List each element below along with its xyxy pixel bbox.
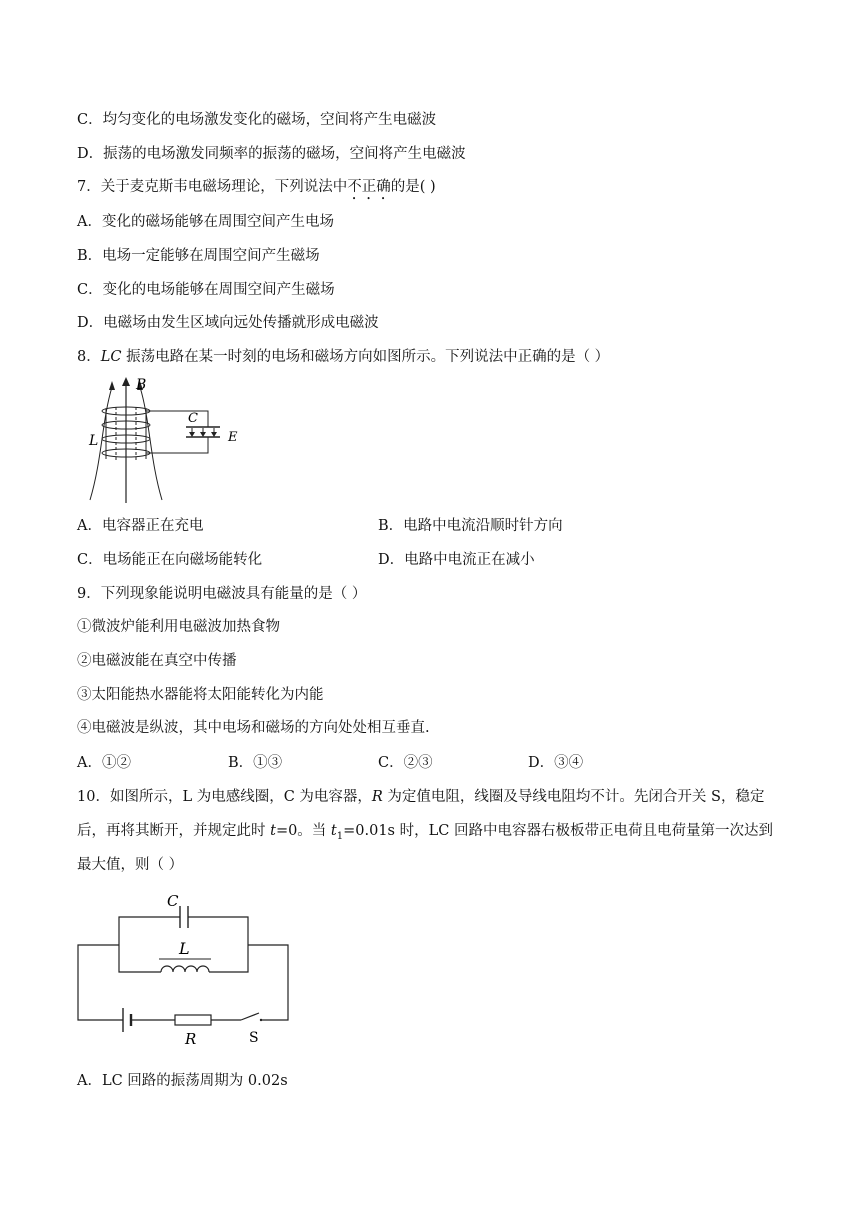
q9-option-b: B．①③	[228, 755, 283, 771]
q8-fig-label-l: L	[89, 433, 99, 449]
q8-option-a: A．电容器正在充电	[77, 518, 204, 534]
q10-circuit-figure	[75, 890, 295, 1050]
q8-lc: LC	[100, 349, 122, 365]
q10-stem-part-b: 为定值电阻，线圈及导线电阻均不计。先闭合开关 S，稳定	[382, 789, 765, 805]
q10-fig-label-c: C	[167, 892, 179, 910]
q8-stem-text: 振荡电路在某一时刻的电场和磁场方向如图所示。下列说法中正确的是（ ）	[121, 349, 610, 365]
q10-t-symbol: t	[270, 823, 276, 839]
q9-statement-4: ④电磁波是纵波，其中电场和磁场的方向处处相互垂直.	[77, 720, 430, 736]
q9-statement-3: ③太阳能热水器能将太阳能转化为内能	[77, 687, 324, 703]
q10-fig-label-r: R	[185, 1030, 197, 1048]
q7-stem	[77, 177, 436, 203]
q10-t1-symbol: t	[330, 823, 337, 839]
q6-option-c: C．均匀变化的电场激发变化的磁场，空间将产生电磁波	[77, 112, 437, 128]
q10-fig-label-l: L	[179, 939, 190, 958]
q7-stem-text: 7．关于麦克斯韦电磁场理论，下列说法中	[77, 179, 348, 195]
q10-fig-label-s: S	[249, 1030, 259, 1046]
q10-stem-line-2	[77, 821, 773, 847]
q6-option-d: D．振荡的电场激发同频率的振荡的磁场，空间将产生电磁波	[77, 146, 466, 162]
q8-option-d: D．电路中电流正在减小	[378, 552, 535, 568]
q8-stem	[77, 347, 609, 367]
q8-option-c: C．电场能正在向磁场能转化	[77, 552, 263, 568]
q10-r-symbol: R	[371, 789, 383, 805]
q10-stem-line-3: 最大值，则（ ）	[77, 857, 184, 873]
q7-option-b: B．电场一定能够在周围空间产生磁场	[77, 248, 320, 264]
q10-stem-part-a: 10．如图所示，L 为电感线圈，C 为电容器，	[77, 789, 372, 805]
q10-t1-subscript: 1	[336, 830, 344, 842]
q7-option-a: A．变化的磁场能够在周围空间产生电场	[77, 214, 334, 230]
q7-option-d: D．电磁场由发生区域向远处传播就形成电磁波	[77, 315, 379, 331]
q9-statement-2: ②电磁波能在真空中传播	[77, 653, 237, 669]
q7-stem-emphasis: 不正确	[347, 179, 391, 195]
q7-option-c: C．变化的电场能够在周围空间产生磁场	[77, 282, 335, 298]
q7-stem-tail: 的是( )	[390, 179, 436, 195]
q8-option-b: B．电路中电流沿顺时针方向	[378, 518, 563, 534]
q9-stem: 9．下列现象能说明电磁波具有能量的是（ ）	[77, 586, 367, 602]
q8-fig-label-c: C	[188, 411, 198, 426]
q10-option-a: A．LC 回路的振荡周期为 0.02s	[77, 1073, 288, 1089]
q9-option-d: D．③④	[528, 755, 584, 771]
q10-line2-part-a: 后，再将其断开，并规定此时	[77, 823, 271, 839]
q10-line2-part-b: =0。当	[275, 823, 331, 839]
q10-stem-line-1	[77, 787, 764, 807]
q10-line2-part-c: =0.01s 时，LC 回路中电容器右极板带正电荷且电荷量第一次达到	[343, 823, 773, 839]
q9-option-a: A．①②	[77, 755, 131, 771]
q8-fig-label-b: B	[136, 377, 147, 393]
q8-fig-label-e: E	[228, 430, 238, 445]
q9-statement-1: ①微波炉能利用电磁波加热食物	[77, 619, 280, 635]
q8-lc-figure	[80, 375, 250, 505]
q9-option-c: C．②③	[378, 755, 433, 771]
q8-number: 8．	[77, 349, 101, 365]
